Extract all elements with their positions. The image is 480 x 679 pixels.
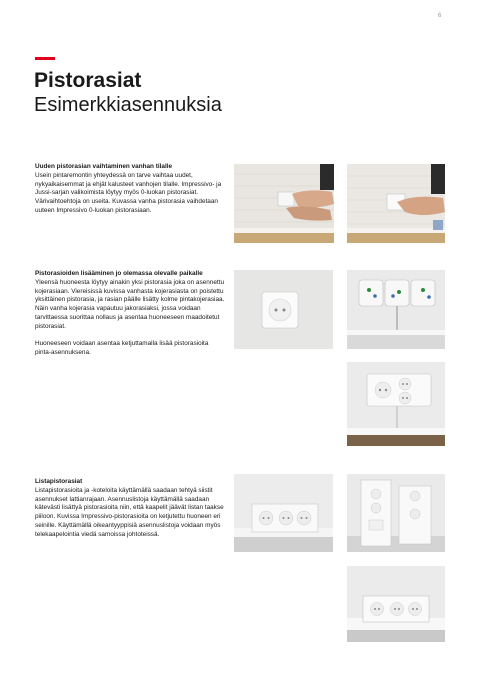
- photo-old-socket: [234, 270, 333, 349]
- photo-surface-boxes-open: [347, 270, 445, 349]
- section-paragraph: Yleensä huoneesta löytyy ainakin yksi pistorasia joka on asennettu kojerasiaan. Viereisissä kuvissa vanhasta kojerasiasta on poistettu yksittäinen pistorasia, ja rasian päälle lisätty kolme pintakojerasiaa. Näin vanha kojerasia vapautuu jakorasiaksi, jossa voidaan tarvittaessa suorittaa nollaus ja asentaa huoneeseen maadoitetut pistorasiat.: [35, 278, 225, 330]
- section-heading: Pistorasioiden lisääminen jo olemassa olevalle paikalle: [35, 270, 203, 277]
- accent-bar: [35, 57, 55, 60]
- section-adding-sockets: [35, 270, 225, 358]
- photo-surface-sockets-finished: [347, 362, 445, 446]
- photo-socket-install: [347, 164, 445, 243]
- photo-trunking-corner: [347, 566, 445, 642]
- photo-trunking-vertical: [347, 474, 445, 552]
- page-title: Pistorasiat: [34, 69, 142, 92]
- section-paragraph: Huoneeseen voidaan asentaa ketjuttamalla lisää pistorasioita pinta-asennuksena.: [35, 340, 209, 357]
- photo-trunking-sockets: [234, 474, 333, 552]
- section-socket-replacement: [35, 163, 225, 216]
- photo-socket-removal: [234, 164, 334, 243]
- section-paragraph: Listapistorasioita ja -koteloita käyttämällä saadaan tehtyä siistit asennukset lattianrajaan. Asennuslistoja käyttämällä saadaan kätevästi lisättyä pistorasioita niin, että kaapelit jäävät listan taakse piiloon. Kuvissa Impressivo-pistorasioita on ketjutettu huoneen eri seinille. Käyttämällä oikeantyyppisiä asennuslistoja voidaan myös telekaapelointia viedä samoissa johtoteissä.: [35, 486, 224, 538]
- page-subtitle: Esimerkkiasennuksia: [34, 94, 222, 116]
- section-heading: Listapistorasiat: [35, 478, 83, 485]
- section-paragraph: Usein pintaremontin yhteydessä on tarve vaihtaa uudet, nykyaikaisemmat ja ehjät kalusteet vanhojen tilalle. Impressivo- ja Jussi-sarjan valikoimista löytyy myös 0-luokan pistorasiat. Värivaihtoehtoja on useita. Kuvassa vanha pistorasia vaihdetaan uuteen Impressivo 0-luokan pistorasiaan.: [35, 171, 222, 214]
- section-heading: Uuden pistorasian vaihtaminen vanhan tilalle: [35, 163, 173, 170]
- section-trunking-sockets: [35, 478, 225, 540]
- page-number: 6: [438, 13, 442, 19]
